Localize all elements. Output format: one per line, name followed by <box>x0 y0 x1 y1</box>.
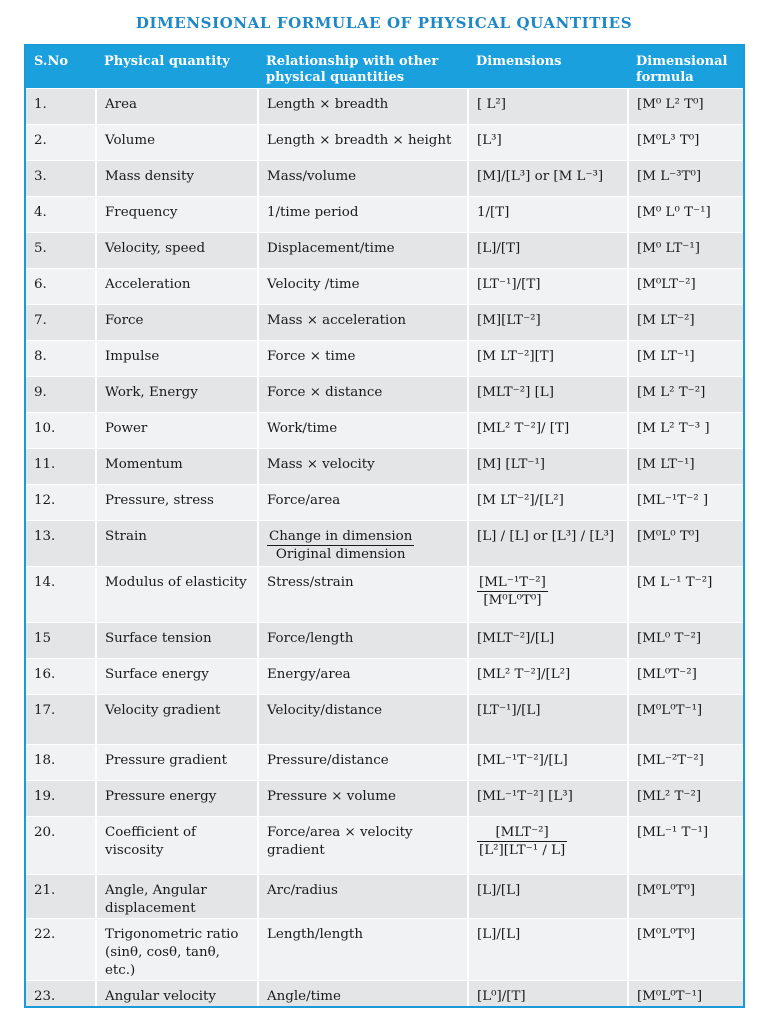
cell-sno: 8. <box>26 340 96 376</box>
table-row <box>26 816 745 874</box>
fraction <box>477 574 548 609</box>
cell-relationship: Stress/strain <box>258 566 468 622</box>
fraction-denominator: Original dimension <box>275 546 406 562</box>
table-row <box>26 622 745 658</box>
header-sno: S.No <box>26 46 96 88</box>
cell-formula: [M LT⁻¹] <box>628 448 745 484</box>
cell-dimensions: [LT⁻¹]/[T] <box>468 268 628 304</box>
table-header <box>26 46 745 88</box>
cell-dimensions: [ML⁻¹T⁻²] [L³] <box>468 780 628 816</box>
cell-formula: [M L² T⁻³ ] <box>628 412 745 448</box>
cell-formula: [M LT⁻²] <box>628 304 745 340</box>
cell-formula: [ML⁻¹T⁻² ] <box>628 484 745 520</box>
cell-sno: 20. <box>26 816 96 874</box>
cell-sno: 6. <box>26 268 96 304</box>
table-row <box>26 304 745 340</box>
cell-relationship: Displacement/time <box>258 232 468 268</box>
cell-quantity: Impulse <box>96 340 258 376</box>
cell-sno: 12. <box>26 484 96 520</box>
cell-quantity: Surface tension <box>96 622 258 658</box>
cell-dimensions: [L]/[T] <box>468 232 628 268</box>
table-row <box>26 566 745 622</box>
cell-formula: [M⁰L⁰T⁰] <box>628 918 745 980</box>
cell-sno: 4. <box>26 196 96 232</box>
cell-dimensions: [ML² T⁻²]/ [T] <box>468 412 628 448</box>
cell-relationship: Length/length <box>258 918 468 980</box>
table-row <box>26 268 745 304</box>
cell-formula: [M⁰L⁰T⁻¹] <box>628 694 745 744</box>
cell-quantity: Force <box>96 304 258 340</box>
cell-quantity: Area <box>96 88 258 124</box>
cell-quantity: Angular velocity <box>96 980 258 1008</box>
table-row <box>26 196 745 232</box>
fraction-numerator: Change in dimension <box>269 528 413 544</box>
cell-relationship: Length × breadth × height <box>258 124 468 160</box>
fraction-denominator: [L²][LT⁻¹ / L] <box>479 842 566 858</box>
cell-quantity: Trigonometric ratio (sinθ, cosθ, tanθ, etc.) <box>96 918 258 980</box>
cell-sno: 23. <box>26 980 96 1008</box>
cell-dimensions: 1/[T] <box>468 196 628 232</box>
table-row <box>26 520 745 566</box>
cell-relationship: Pressure/distance <box>258 744 468 780</box>
cell-relationship: Pressure × volume <box>258 780 468 816</box>
cell-quantity: Pressure, stress <box>96 484 258 520</box>
cell-formula: [M⁰LT⁻²] <box>628 268 745 304</box>
cell-quantity: Mass density <box>96 160 258 196</box>
table-row <box>26 340 745 376</box>
cell-quantity: Pressure gradient <box>96 744 258 780</box>
table-row <box>26 232 745 268</box>
cell-relationship: Force × time <box>258 340 468 376</box>
cell-dimensions: [M][LT⁻²] <box>468 304 628 340</box>
cell-quantity: Surface energy <box>96 658 258 694</box>
cell-relationship: Work/time <box>258 412 468 448</box>
cell-relationship: Mass × acceleration <box>258 304 468 340</box>
table-row <box>26 376 745 412</box>
fraction-numerator: [ML⁻¹T⁻²] <box>479 574 546 590</box>
cell-relationship: Length × breadth <box>258 88 468 124</box>
header-formula: Dimensional formula <box>628 46 745 88</box>
fraction-denominator: [M⁰L⁰T⁰] <box>483 592 542 608</box>
cell-formula: [ML⁻¹ T⁻¹] <box>628 816 745 874</box>
cell-formula: [M⁰L⁰T⁻¹] <box>628 980 745 1008</box>
cell-quantity: Modulus of elasticity <box>96 566 258 622</box>
header-dimensions: Dimensions <box>468 46 628 88</box>
cell-sno: 18. <box>26 744 96 780</box>
cell-formula: [ML⁰T⁻²] <box>628 658 745 694</box>
cell-formula: [ML² T⁻²] <box>628 780 745 816</box>
cell-dimensions <box>468 816 628 874</box>
cell-quantity: Momentum <box>96 448 258 484</box>
cell-quantity: Pressure energy <box>96 780 258 816</box>
cell-formula: [M⁰L³ T⁰] <box>628 124 745 160</box>
cell-dimensions: [M] [LT⁻¹] <box>468 448 628 484</box>
page-title: DIMENSIONAL FORMULAE OF PHYSICAL QUANTITIES <box>135 14 633 32</box>
table-row <box>26 874 745 918</box>
cell-sno: 19. <box>26 780 96 816</box>
cell-dimensions: [L⁰]/[T] <box>468 980 628 1008</box>
cell-quantity: Volume <box>96 124 258 160</box>
table-row <box>26 88 745 124</box>
cell-formula: [M⁰ LT⁻¹] <box>628 232 745 268</box>
cell-dimensions: [L]/[L] <box>468 918 628 980</box>
cell-dimensions: [ L²] <box>468 88 628 124</box>
table-row <box>26 918 745 980</box>
table-body <box>26 88 745 1008</box>
table-row <box>26 658 745 694</box>
cell-sno: 21. <box>26 874 96 918</box>
cell-quantity: Power <box>96 412 258 448</box>
cell-quantity: Velocity, speed <box>96 232 258 268</box>
cell-formula: [ML⁻²T⁻²] <box>628 744 745 780</box>
cell-dimensions: [M]/[L³] or [M L⁻³] <box>468 160 628 196</box>
cell-sno: 14. <box>26 566 96 622</box>
cell-dimensions <box>468 566 628 622</box>
cell-quantity: Frequency <box>96 196 258 232</box>
cell-relationship <box>258 520 468 566</box>
cell-sno: 3. <box>26 160 96 196</box>
cell-relationship: Velocity /time <box>258 268 468 304</box>
cell-quantity: Work, Energy <box>96 376 258 412</box>
fraction <box>477 824 567 859</box>
cell-dimensions: [L] / [L] or [L³] / [L³] <box>468 520 628 566</box>
table-row <box>26 780 745 816</box>
cell-dimensions: [L³] <box>468 124 628 160</box>
cell-sno: 22. <box>26 918 96 980</box>
cell-relationship: Force/area <box>258 484 468 520</box>
cell-formula: [M⁰L⁰ T⁰] <box>628 520 745 566</box>
cell-sno: 10. <box>26 412 96 448</box>
cell-sno: 11. <box>26 448 96 484</box>
header-row <box>26 46 745 88</box>
cell-formula: [M⁰ L⁰ T⁻¹] <box>628 196 745 232</box>
table-row <box>26 124 745 160</box>
cell-formula: [M L² T⁻²] <box>628 376 745 412</box>
cell-quantity: Strain <box>96 520 258 566</box>
cell-dimensions: [MLT⁻²] [L] <box>468 376 628 412</box>
cell-relationship: 1/time period <box>258 196 468 232</box>
cell-relationship: Velocity/distance <box>258 694 468 744</box>
table-row <box>26 744 745 780</box>
cell-quantity: Coefficient of viscosity <box>96 816 258 874</box>
table-row <box>26 484 745 520</box>
header-quantity: Physical quantity <box>96 46 258 88</box>
cell-dimensions: [M LT⁻²]/[L²] <box>468 484 628 520</box>
cell-sno: 16. <box>26 658 96 694</box>
cell-formula: [M L⁻¹ T⁻²] <box>628 566 745 622</box>
cell-relationship: Energy/area <box>258 658 468 694</box>
cell-relationship: Mass × velocity <box>258 448 468 484</box>
cell-sno: 5. <box>26 232 96 268</box>
cell-relationship: Force/length <box>258 622 468 658</box>
cell-dimensions: [L]/[L] <box>468 874 628 918</box>
cell-relationship: Angle/time <box>258 980 468 1008</box>
fraction <box>267 528 414 563</box>
cell-sno: 7. <box>26 304 96 340</box>
table-row <box>26 980 745 1008</box>
cell-quantity: Angle, Angular displacement <box>96 874 258 918</box>
dimensions-table <box>26 46 745 1008</box>
table-row <box>26 448 745 484</box>
fraction-numerator: [MLT⁻²] <box>477 824 567 842</box>
table-row <box>26 694 745 744</box>
cell-relationship: Force/area × velocity gradient <box>258 816 468 874</box>
cell-formula: [M⁰L⁰T⁰] <box>628 874 745 918</box>
cell-relationship: Arc/radius <box>258 874 468 918</box>
table-container <box>24 44 745 1008</box>
cell-dimensions: [ML² T⁻²]/[L²] <box>468 658 628 694</box>
cell-sno: 13. <box>26 520 96 566</box>
cell-sno: 1. <box>26 88 96 124</box>
cell-quantity: Velocity gradient <box>96 694 258 744</box>
table-row <box>26 412 745 448</box>
cell-dimensions: [MLT⁻²]/[L] <box>468 622 628 658</box>
cell-dimensions: [LT⁻¹]/[L] <box>468 694 628 744</box>
cell-formula: [M⁰ L² T⁰] <box>628 88 745 124</box>
cell-sno: 9. <box>26 376 96 412</box>
cell-sno: 15 <box>26 622 96 658</box>
cell-sno: 17. <box>26 694 96 744</box>
cell-quantity: Acceleration <box>96 268 258 304</box>
cell-formula: [M L⁻³T⁰] <box>628 160 745 196</box>
cell-relationship: Force × distance <box>258 376 468 412</box>
cell-formula: [M LT⁻¹] <box>628 340 745 376</box>
cell-dimensions: [M LT⁻²][T] <box>468 340 628 376</box>
cell-formula: [ML⁰ T⁻²] <box>628 622 745 658</box>
cell-relationship: Mass/volume <box>258 160 468 196</box>
cell-sno: 2. <box>26 124 96 160</box>
header-relationship: Relationship with other physical quantities <box>258 46 468 88</box>
table-row <box>26 160 745 196</box>
cell-dimensions: [ML⁻¹T⁻²]/[L] <box>468 744 628 780</box>
